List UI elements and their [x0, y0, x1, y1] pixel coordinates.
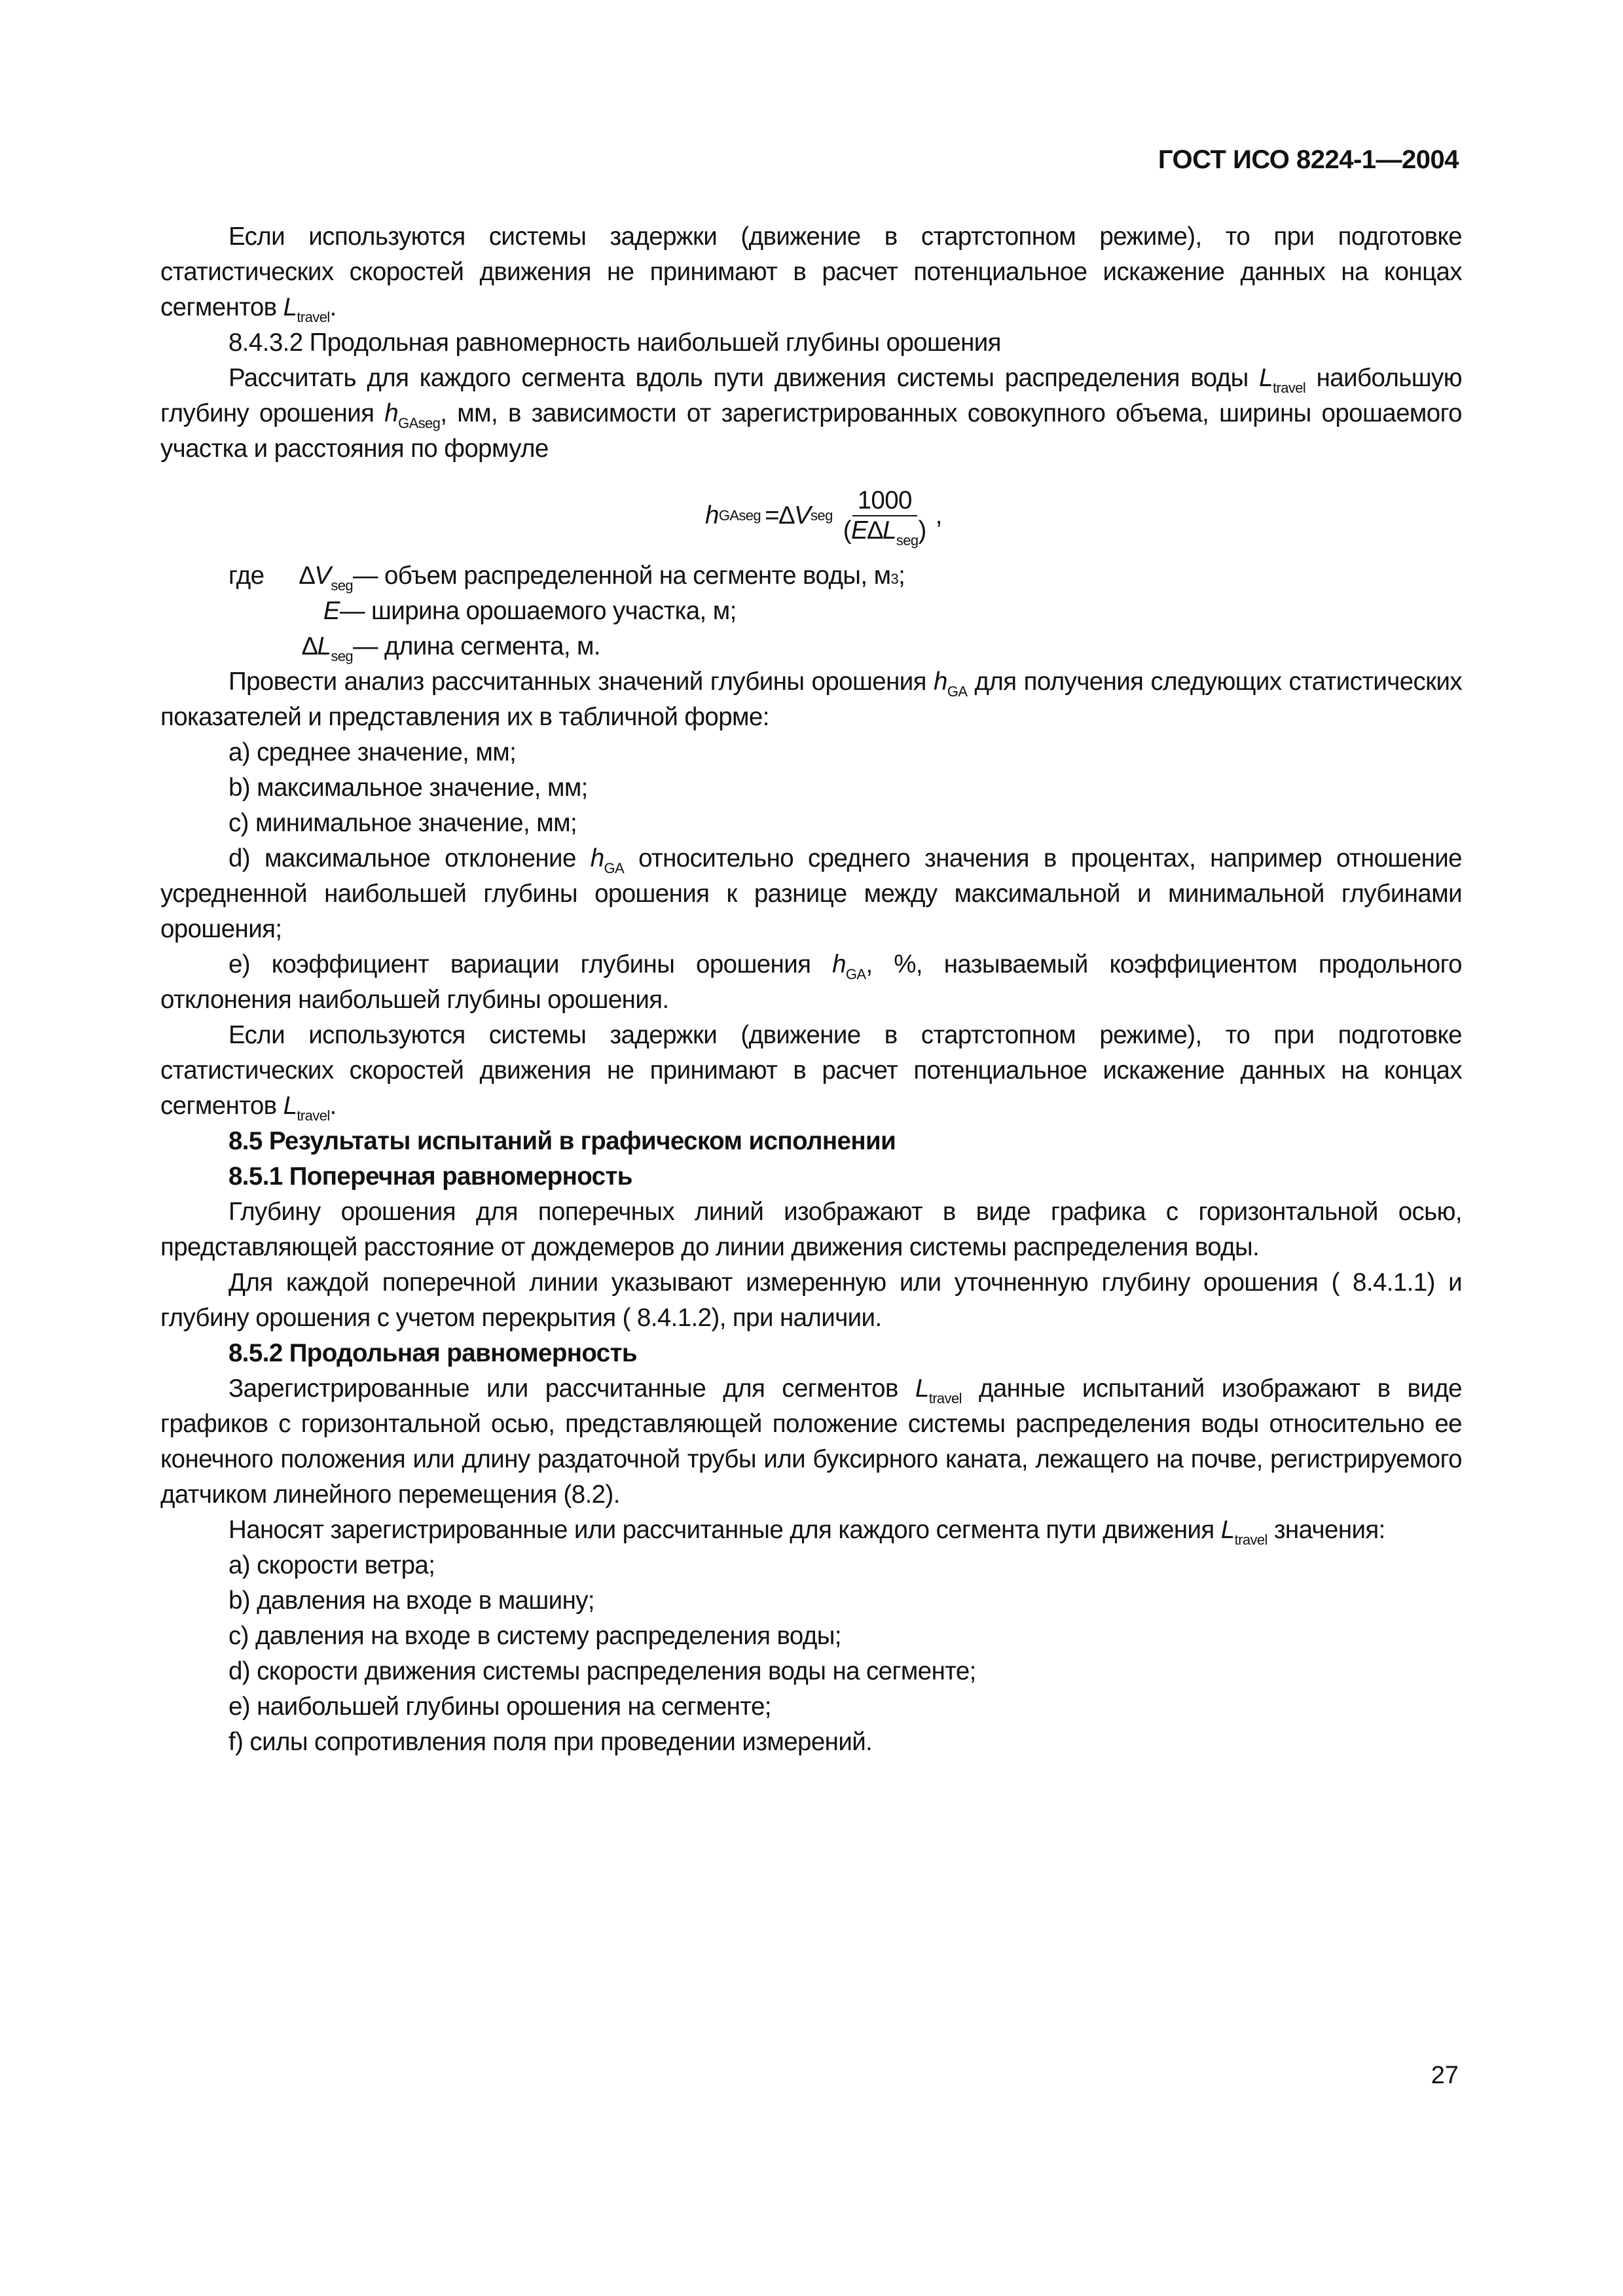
list-item: b) максимальное значение, мм;	[228, 774, 588, 802]
fraction-numerator: 1000	[852, 486, 917, 516]
paragraph-transverse: Глубину орошения для поперечных линий изображают в виде графика с горизонтальной осью, представляющей расстояние от дождемеров до линии движения системы распределения воды.	[160, 1198, 1462, 1261]
paragraph-analysis: Провести анализ рассчитанных значений глубины орошения $h_{GA}$ для получения следующих статистических показателей и представления их в табличной форме:	[160, 668, 1462, 731]
list-item: a) среднее значение, мм;	[228, 738, 517, 766]
var-l: L	[283, 293, 297, 321]
section-title-8-5-1: 8.5.1 Поперечная равномерность	[228, 1162, 632, 1191]
formula-fraction	[839, 486, 930, 548]
list-item: c) минимальное значение, мм;	[228, 809, 577, 837]
paragraph-stop-start-2: Если используются системы задержки (движение в стартстопном режиме), то при подготовке статистических скоростей движения не принимают в расчет потенциальное искажение данных на концах сегментов $L_{travel}$.	[160, 1021, 1462, 1124]
list-item: d) максимальное отклонение $h_{GA}$ относительно среднего значения в процентах, например отношение усредненной наибольшей глубины орошения к разнице между максимальной и минимальной глубинами орошения;	[160, 844, 1462, 943]
where-block	[160, 558, 1462, 664]
section-title-8-4-3-2: 8.4.3.2 Продольная равномерность наибольшей глубины орошения	[228, 329, 1001, 357]
list-item: f) силы сопротивления поля при проведении измерений.	[228, 1728, 873, 1756]
paragraph-longitudinal: Зарегистрированные или рассчитанные для сегментов $L_{travel}$ данные испытаний изображают в виде графиков с горизонтальной осью, представляющей положение системы распределения воды относительно ее конечного положения или длину раздаточной трубы или буксирного каната, лежащего на почве, регистрируемого датчиком линейного перемещения (8.2).	[160, 1374, 1462, 1509]
where-lead: где	[228, 562, 264, 590]
formula-hgaseg: h GAseg = ∆ V seg $\frac{1000}{(E\Delta L_{seg})}$ ,	[705, 486, 942, 548]
paragraph-transverse-lines: Для каждой поперечной линии указывают измеренную или уточненную глубину орошения ( 8.4.1.1) и глубину орошения с учетом перекрытия ( 8.4.1.2), при наличии.	[160, 1268, 1462, 1332]
section-title-8-5-2: 8.5.2 Продольная равномерность	[228, 1339, 637, 1367]
subscript-travel: travel	[297, 309, 330, 325]
paragraph-calculation: Рассчитать для каждого сегмента вдоль пути движения системы распределения воды $L_{travel}$ наибольшую глубину орошения $h_{GAseg}$, мм, в зависимости от зарегистрированных совокупного объема, ширины орошаемого участка и расстояния по формуле	[160, 364, 1462, 463]
paragraph-values: Наносят зарегистрированные или рассчитанные для каждого сегмента пути движения $L_{travel}$ значения:	[228, 1516, 1385, 1548]
paragraph-stop-start-1: Если используются системы задержки (движение в стартстопном режиме), то при подготовке статистических скоростей движения не принимают в расчет потенциальное искажение данных на концах сегментов $L_{travel}$.	[160, 223, 1462, 325]
where-row: $\Delta L_{seg}$ — длина сегмента, м.	[302, 632, 601, 664]
where-row: E — ширина орошаемого участка, м;	[323, 597, 737, 625]
page-number: 27	[1431, 2062, 1459, 2089]
list-item: e) наибольшей глубины орошения на сегменте;	[228, 1693, 771, 1721]
section-title-8-5: 8.5 Результаты испытаний в графическом исполнении	[228, 1127, 896, 1155]
where-row: где $\Delta V_{seg}$ — объем распределенной на сегменте воды, м 3 ;	[228, 558, 1462, 594]
list-item: e) коэффициент вариации глубины орошения $h_{GA}$, %, называемый коэффициентом продольного отклонения наибольшей глубины орошения.	[160, 950, 1462, 1014]
list-item: c) давления на входе в систему распределения воды;	[228, 1622, 841, 1650]
document-body	[160, 219, 1462, 1760]
standard-header: ГОСТ ИСО 8224-1—2004	[1158, 145, 1459, 174]
list-item: a) скорости ветра;	[228, 1551, 435, 1579]
list-item: b) давления на входе в машину;	[228, 1587, 594, 1615]
fraction-denominator: $(E\Delta L_{seg})$	[843, 516, 926, 548]
formula-lhs-var: h	[705, 501, 719, 529]
list-item: d) скорости движения системы распределения воды на сегменте;	[228, 1657, 976, 1685]
